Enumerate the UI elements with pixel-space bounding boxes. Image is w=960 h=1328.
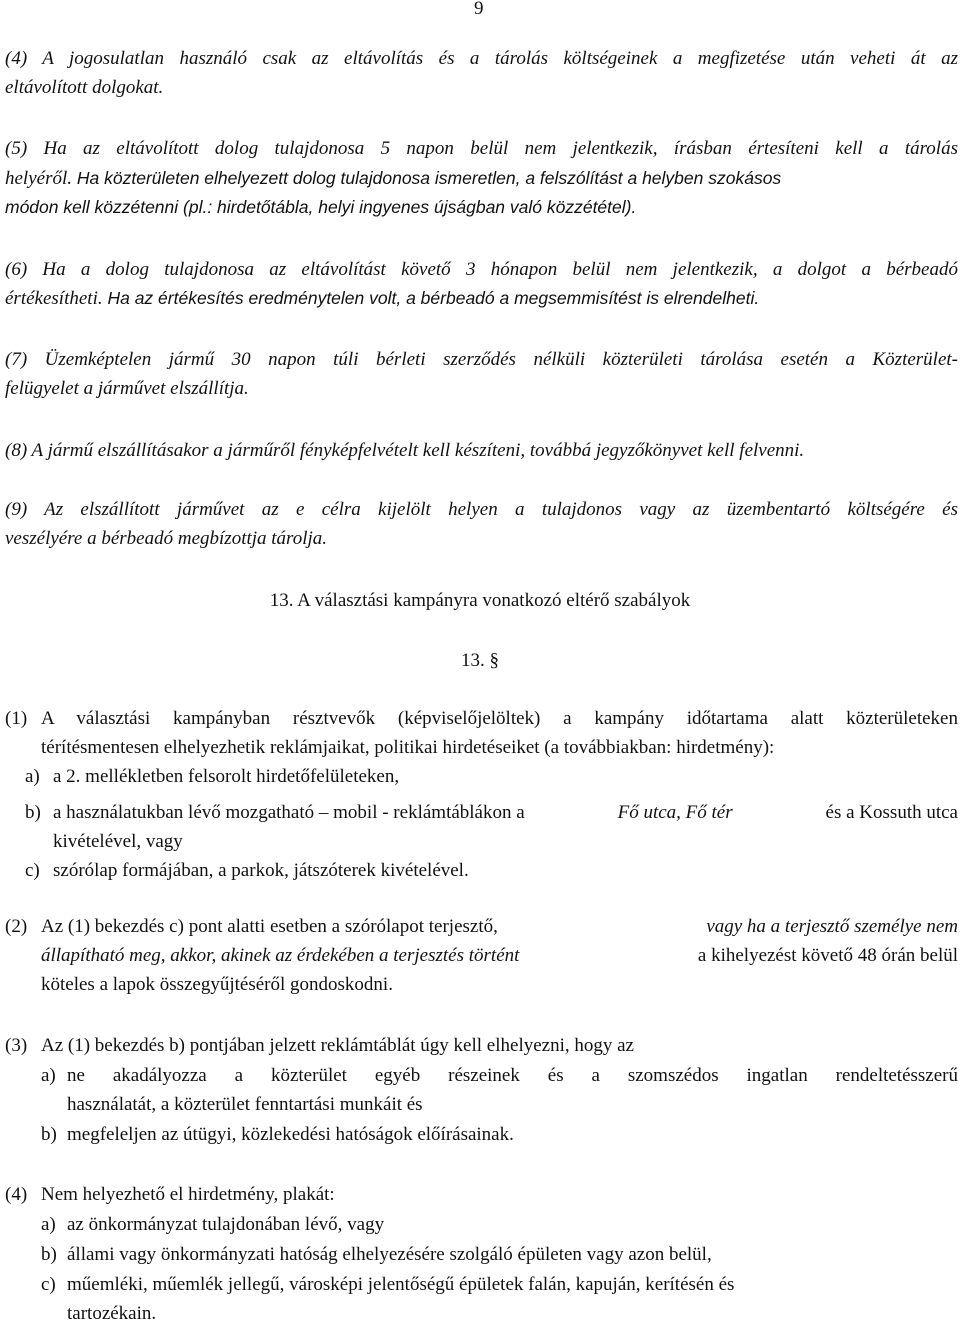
- section-2-line1-italic: vagy ha a terjesztő személye nem: [706, 916, 958, 937]
- section-title: 13. A választási kampányra vonatkozó eltérő szabályok: [269, 590, 691, 611]
- paragraph-5-line2-serif: helyéről.: [5, 168, 73, 189]
- section-4-number: (4): [5, 1184, 28, 1205]
- section-1-b-text-pre: a használatukban lévő mozgatható – mobil - reklámtáblákon a: [53, 802, 525, 823]
- section-sign: 13. §: [461, 650, 499, 671]
- section-3-b-text: megfeleljen az útügyi, közlekedési hatóságok előírásainak.: [67, 1124, 514, 1145]
- paragraph-6-line2: [5, 284, 958, 313]
- section-2-line3: köteles a lapok összegyűjtéséről gondoskodni.: [41, 974, 393, 995]
- section-1-a-label: a): [25, 766, 40, 787]
- section-3-a-label: a): [41, 1065, 56, 1086]
- section-3-a-line2: használatát, a közterület fenntartási munkáit és: [67, 1094, 423, 1115]
- section-2-line1-pre: Az (1) bekezdés c) pont alatti esetben a szórólapot terjesztő,: [41, 916, 498, 937]
- section-1-line2: térítésmentesen elhelyezhetik reklámjaikat, politikai hirdetéseiket (a továbbiakban: hirdetmény):: [41, 737, 775, 758]
- section-4-a-label: a): [41, 1214, 56, 1235]
- section-1-b-text-post: és a Kossuth utca: [825, 802, 958, 823]
- paragraph-6-line2-sans: Ha az értékesítés eredménytelen volt, a bérbeadó a megsemmisítést is elrendelheti.: [102, 288, 760, 308]
- section-3-a-line1: ne akadályozza a közterület egyéb részeinek és a szomszédos ingatlan rendeltetésszerű: [67, 1065, 958, 1086]
- section-1-b-text-italic: Fő utca, Fő tér: [617, 802, 733, 823]
- section-4-a-text: az önkormányzat tulajdonában lévő, vagy: [67, 1214, 385, 1235]
- section-2-line2: [41, 941, 958, 970]
- section-1-c-text: szórólap formájában, a parkok, játszóterek kivételével.: [53, 860, 469, 881]
- section-4-b-text: állami vagy önkormányzati hatóság elhelyezésére szolgáló épületen vagy azon belül,: [67, 1244, 712, 1265]
- section-4-c-label: c): [41, 1274, 56, 1295]
- section-1-number: (1): [5, 708, 28, 729]
- paragraph-4-line2: eltávolított dolgokat.: [5, 77, 164, 98]
- section-1-b-label: b): [25, 802, 41, 823]
- section-3-number: (3): [5, 1035, 28, 1056]
- paragraph-6-line1: (6) Ha a dolog tulajdonosa az eltávolítást követő 3 hónapon belül nem jelentkezik, a dolgot a bérbeadó: [5, 259, 958, 280]
- section-4-c-line1: műemléki, műemlék jellegű, városképi jelentőségű épületek falán, kapuján, kerítésén és: [67, 1274, 735, 1295]
- section-1-line1: A választási kampányban résztvevők (képviselőjelöltek) a kampány időtartama alatt közterületeken: [41, 708, 958, 729]
- paragraph-9-line2: veszélyére a bérbeadó megbízottja tárolja.: [5, 528, 328, 549]
- paragraph-5-line1: (5) Ha az eltávolított dolog tulajdonosa 5 napon belül nem jelentkezik, írásban értesíteni kell a tárolás: [5, 138, 958, 159]
- section-4-c-line2: tartozékain.: [67, 1303, 157, 1324]
- section-4-line1: Nem helyezhető el hirdetmény, plakát:: [41, 1184, 335, 1205]
- paragraph-5-line2-sans: Ha közterületen elhelyezett dolog tulajdonosa ismeretlen, a felszólítást a helyben szokásos: [72, 168, 782, 188]
- paragraph-8-line1: (8) A jármű elszállításakor a járműről fényképfelvételt kell készíteni, továbbá jegyzőkönyvet kell felvenni.: [5, 440, 805, 461]
- paragraph-6-line2-serif: értékesítheti.: [5, 288, 103, 309]
- section-2-number: (2): [5, 916, 28, 937]
- paragraph-4-line1: (4) A jogosulatlan használó csak az eltávolítás és a tárolás költségeinek a megfizetése után veheti át az: [5, 48, 958, 69]
- section-1-b-line2: kivételével, vagy: [53, 831, 183, 852]
- paragraph-5-line3: módon kell közzétenni (pl.: hirdetőtábla, helyi ingyenes újságban való közzététel).: [5, 197, 637, 217]
- section-2-line1: [41, 912, 958, 941]
- section-2-line2-post: a kihelyezést követő 48 órán belül: [697, 945, 958, 966]
- paragraph-9-line1: (9) Az elszállított járművet az e célra kijelölt helyen a tulajdonos vagy az üzembentartó költségére és: [5, 499, 958, 520]
- section-2-line2-italic: állapítható meg, akkor, akinek az érdekében a terjesztés történt: [41, 945, 520, 966]
- section-4-b-label: b): [41, 1244, 57, 1265]
- section-3-line1: Az (1) bekezdés b) pontjában jelzett reklámtáblát úgy kell elhelyezni, hogy az: [41, 1035, 634, 1056]
- section-1-a-text: a 2. mellékletben felsorolt hirdetőfelületeken,: [53, 766, 400, 787]
- paragraph-7-line2: felügyelet a járművet elszállítja.: [5, 378, 249, 399]
- section-1-c-label: c): [25, 860, 40, 881]
- paragraph-7-line1: (7) Üzemképtelen jármű 30 napon túli bérleti szerződés nélküli közterületi tárolása esetén a Közterület-: [5, 349, 958, 370]
- page-number: 9: [474, 0, 484, 19]
- section-3-b-label: b): [41, 1124, 57, 1145]
- paragraph-5-line2: [5, 164, 958, 193]
- section-1-b-line1: [53, 798, 958, 827]
